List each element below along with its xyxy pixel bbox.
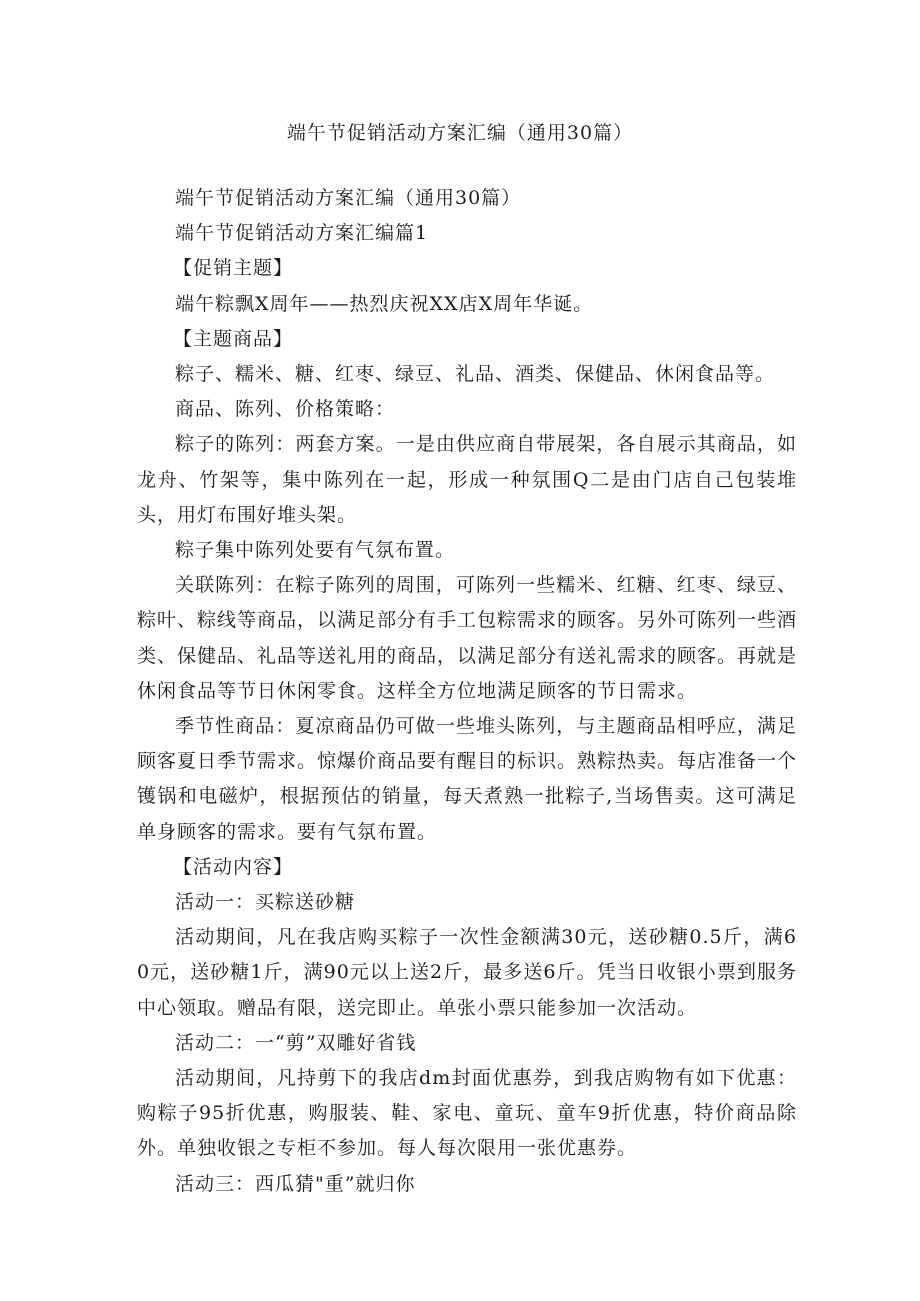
paragraph-theme-goods-heading: 【主题商品】 (173, 327, 294, 350)
paragraph-theme-goods: 粽子、糯米、糖、红枣、绿豆、礼品、酒类、保健品、休闲食品等。 (175, 363, 776, 386)
paragraph-activity-one-title: 活动一：买粽送砂糖 (175, 891, 356, 914)
paragraph-strategy: 商品、陈列、价格策略： (175, 398, 396, 421)
document-title: 端午节促销活动方案汇编（通用30篇） (286, 122, 634, 144)
paragraph-activity-three-title: 活动三：西瓜猜"重”就归你 (175, 1172, 416, 1195)
document-body (137, 181, 797, 1202)
paragraph-activity-one: 活动期间，凡在我店购买粽子一次性金额满30元，送砂糖0.5斤，满60元，送砂糖1斤，满90元以上送2斤，最多送6斤。凭当日收银小票到服务中心领取。赠品有限，送完即止。单张小票只能参加一次活动。 (137, 926, 797, 1019)
paragraph-section-title: 端午节促销活动方案汇编篇1 (175, 222, 429, 245)
paragraph-activity-two: 活动期间，凡持剪下的我店dm封面优惠券，到我店购物有如下优惠：购粽子95折优惠，购服装、鞋、家电、童玩、童车9折优惠，特价商品除外。单独收银之专柜不参加。每人每次限用一张优惠券。 (137, 1067, 797, 1160)
paragraph-activity-two-title: 活动二：一“剪”双雕好省钱 (175, 1031, 417, 1054)
paragraph-related-display: 关联陈列：在粽子陈列的周围，可陈列一些糯米、红糖、红枣、绿豆、粽叶、粽线等商品，以满足部分有手工包粽需求的顾客。另外可陈列一些酒类、保健品、礼品等送礼用的商品，以满足部分有送礼需求的顾客。再就是休闲食品等节日休闲零食。这样全方位地满足顾客的节日需求。 (137, 574, 798, 702)
paragraph-activity-heading: 【活动内容】 (173, 855, 294, 878)
paragraph-promo-theme: 端午粽飘X周年——热烈庆祝XX店X周年华诞。 (175, 292, 594, 315)
paragraph-zongzi-display: 粽子的陈列：两套方案。一是由供应商自带展架，各自展示其商品，如龙舟、竹架等，集中陈列在一起，形成一种氛围Q二是由门店自己包装堆头，用灯布围好堆头架。 (137, 433, 797, 526)
paragraph-promo-theme-heading: 【促销主题】 (173, 257, 294, 280)
paragraph-heading: 端午节促销活动方案汇编（通用30篇） (175, 187, 522, 209)
paragraph-seasonal-goods: 季节性商品：夏凉商品仍可做一些堆头陈列，与主题商品相呼应，满足顾客夏日季节需求。惊爆价商品要有醒目的标识。熟粽热卖。每店准备一个镬锅和电磁炉，根据预估的销量，每天煮熟一批粽子,当场售卖。这可满足单身顾客的需求。要有气氛布置。 (137, 715, 798, 843)
paragraph-atmosphere: 粽子集中陈列处要有气氛布置。 (175, 539, 456, 562)
